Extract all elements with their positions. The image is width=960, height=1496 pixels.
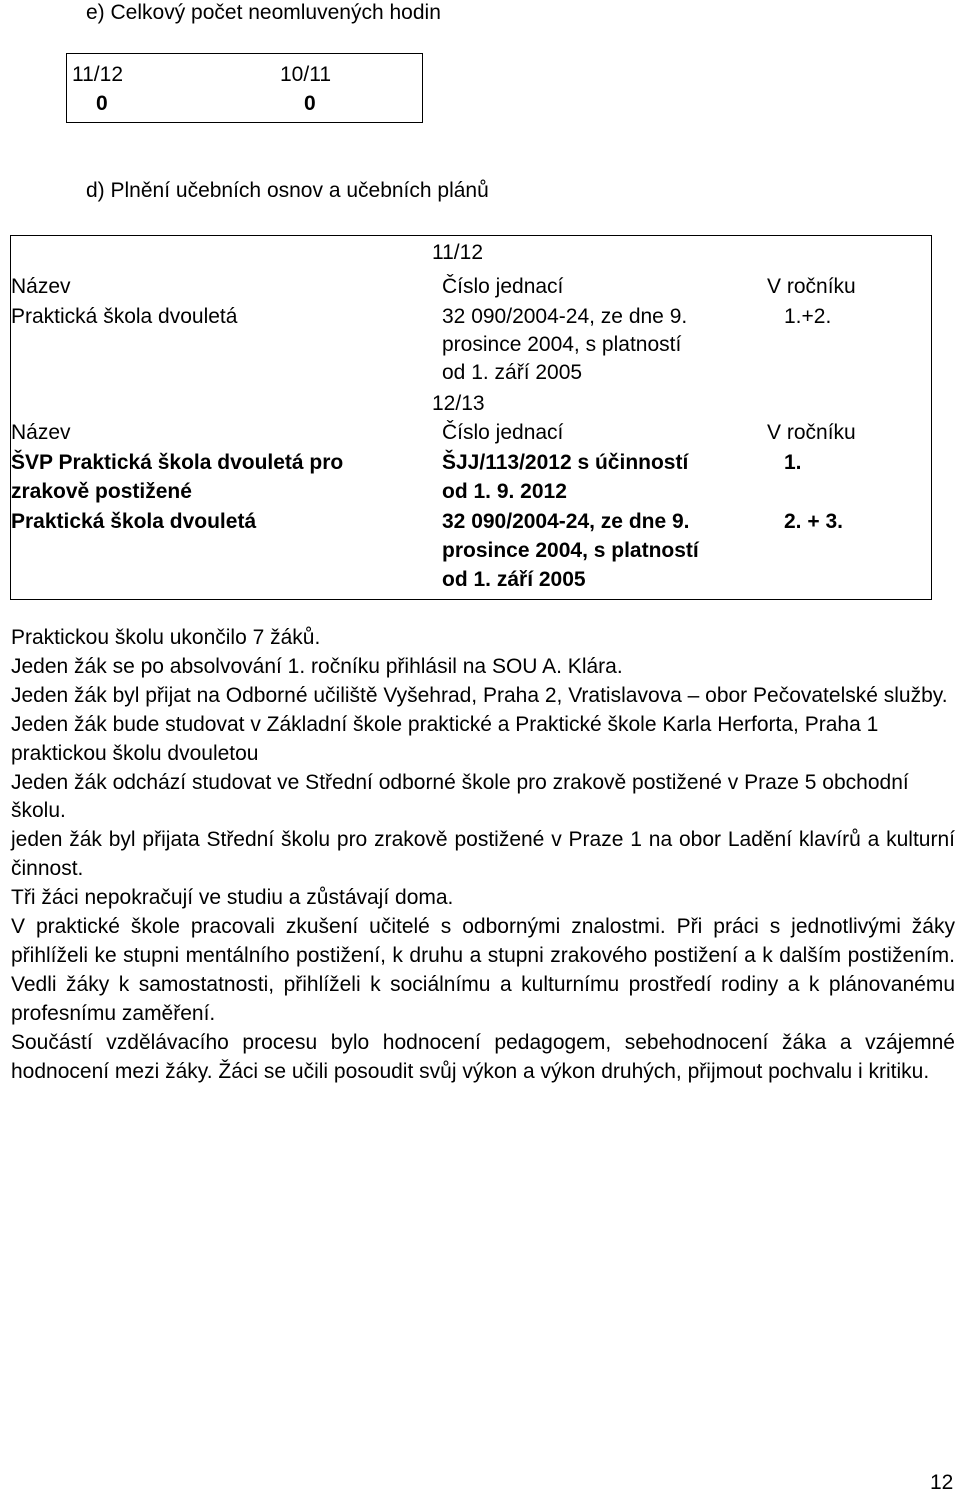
row-1213-a-name-line2: zrakově postižené bbox=[11, 480, 192, 503]
year-label-1213: 12/13 bbox=[432, 392, 485, 415]
row-1112-grade: 1.+2. bbox=[784, 305, 832, 328]
row-1213-b-ref-line3: od 1. září 2005 bbox=[442, 568, 586, 591]
row-1112-name: Praktická škola dvouletá bbox=[11, 305, 238, 328]
row-1112-ref-line3: od 1. září 2005 bbox=[442, 361, 583, 384]
row-1213-a-grade: 1. bbox=[784, 451, 802, 474]
header-name-1112: Název bbox=[11, 275, 71, 298]
absence-year-1011: 10/11 bbox=[280, 63, 331, 86]
paragraph-teachers: V praktické škole pracovali zkušení učitelé s odbornými znalostmi. Při práci s jednotlivými žáky přihlíželi ke stupni mentálního postižení, k druhu a stupni zrakového postižení a k dalším postižením. Vedli žáky k samostatnosti, přihlíželi k sociálnímu a kulturnímu prostředí rodiny a k plánovanému profesnímu zaměření. bbox=[11, 915, 955, 1025]
row-1112-ref-line1: 32 090/2004-24, ze dne 9. bbox=[442, 305, 688, 328]
header-name-1213: Název bbox=[11, 421, 71, 444]
row-1213-a-ref-line2: od 1. 9. 2012 bbox=[442, 480, 567, 503]
row-1112-ref-line2: prosince 2004, s platností bbox=[442, 333, 682, 356]
paragraph-vysehrad: Jeden žák byl přijat na Odborné učiliště Vyšehrad, Praha 2, Vratislavova – obor Pečovatelské služby. bbox=[11, 683, 948, 707]
paragraph-herfort: Jeden žák bude studovat v Základní škole praktické a Praktické škole Karla Herforta, Praha 1 praktickou školu dvouletou bbox=[11, 712, 879, 765]
year-label-1112: 11/12 bbox=[432, 241, 483, 264]
row-1213-b-grade: 2. + 3. bbox=[784, 510, 843, 533]
header-ref-1112: Číslo jednací bbox=[442, 275, 564, 298]
header-grade-1213: V ročníku bbox=[767, 421, 856, 444]
paragraph-ladeni: jeden žák byl přijata Střední školu pro zrakově postižené v Praze 1 na obor Ladění klavírů a kulturní činnost. bbox=[11, 828, 955, 881]
absence-year-1112: 11/12 bbox=[72, 63, 123, 86]
absence-table bbox=[66, 53, 423, 123]
paragraph-evaluation: Součástí vzdělávacího procesu bylo hodnocení pedagogem, sebehodnocení žáka a vzájemné hodnocení mezi žáky. Žáci se učili posoudit svůj výkon a výkon druhých, přijmout pochvalu i kritiku. bbox=[11, 1030, 955, 1083]
curriculum-table bbox=[10, 235, 932, 600]
curriculum-heading: d) Plnění učebních osnov a učebních plánů bbox=[86, 179, 489, 202]
row-1213-b-ref-line2: prosince 2004, s platností bbox=[442, 539, 699, 562]
absence-heading: e) Celkový počet neomluvených hodin bbox=[86, 1, 441, 24]
row-1213-b-ref-line1: 32 090/2004-24, ze dne 9. bbox=[442, 510, 690, 533]
page-number: 12 bbox=[930, 1471, 954, 1494]
paragraph-stay-home: Tři žáci nepokračují ve studiu a zůstávají doma. bbox=[11, 886, 454, 910]
paragraph-praha5: Jeden žák odchází studovat ve Střední odborné škole pro zrakově postižené v Praze 5 obchodní školu. bbox=[11, 770, 909, 823]
row-1213-a-name-line1: ŠVP Praktická škola dvouletá pro bbox=[11, 451, 344, 474]
paragraph-sou-klara: Jeden žák se po absolvování 1. ročníku přihlásil na SOU A. Klára. bbox=[11, 654, 623, 678]
absence-value-1112: 0 bbox=[96, 92, 108, 115]
row-1213-b-name: Praktická škola dvouletá bbox=[11, 510, 257, 533]
absence-value-1011: 0 bbox=[304, 92, 316, 115]
header-ref-1213: Číslo jednací bbox=[442, 421, 564, 444]
paragraph-graduated: Praktickou školu ukončilo 7 žáků. bbox=[11, 626, 321, 649]
body-text bbox=[11, 624, 955, 1087]
row-1213-a-ref-line1: ŠJJ/113/2012 s účinností bbox=[442, 451, 689, 474]
header-grade-1112: V ročníku bbox=[767, 275, 856, 298]
